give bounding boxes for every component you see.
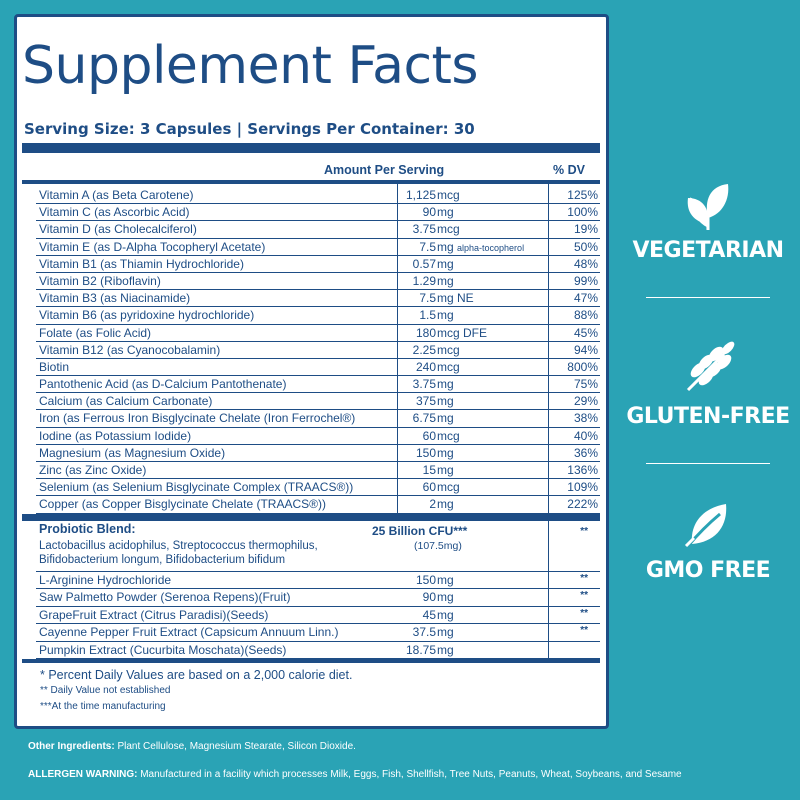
unit-text: mcg xyxy=(437,480,460,495)
nutrient-amount: 7.5 xyxy=(419,239,436,254)
nutrient-amount: 150 xyxy=(415,445,436,460)
nutrient-dv: 36% xyxy=(573,445,598,460)
nutrient-name: Vitamin E (as D-Alpha Tocopheryl Acetate) xyxy=(39,239,266,254)
column-divider xyxy=(397,184,398,514)
nutrient-amount: 1.29 xyxy=(412,273,436,288)
unit-text: mg xyxy=(437,256,454,271)
nutrient-name: Pantothenic Acid (as D-Calcium Pantothenate) xyxy=(39,377,287,392)
nutrient-unit xyxy=(437,257,454,271)
ingredient-unit: mg xyxy=(437,573,454,587)
ingredient-unit: mg xyxy=(437,607,454,622)
table-row xyxy=(36,376,600,393)
nutrient-dv: 40% xyxy=(573,428,598,443)
unit-text: mcg xyxy=(437,428,460,443)
nutrient-name: Selenium (as Selenium Bisglycinate Complex (TRAACS®)) xyxy=(39,480,354,495)
unit-text: mg xyxy=(437,239,454,254)
nutrient-unit xyxy=(437,308,454,322)
probiotic-blend-row xyxy=(36,522,600,572)
table-row xyxy=(36,393,600,410)
ingredient-amount: 90 xyxy=(422,590,436,605)
divider xyxy=(646,297,770,298)
nutrient-dv: 99% xyxy=(573,273,598,288)
nutrient-dv: 94% xyxy=(573,342,598,357)
wheat-icon xyxy=(680,340,736,396)
ingredient-name: L-Arginine Hydrochloride xyxy=(39,573,172,587)
nutrient-amount: 7.5 xyxy=(419,291,436,306)
nutrient-name: Iodine (as Potassium Iodide) xyxy=(39,428,192,443)
unit-text: mcg xyxy=(437,359,460,374)
nutrient-unit xyxy=(437,429,460,443)
other-ingredients xyxy=(28,740,788,754)
column-divider xyxy=(548,184,549,514)
nutrient-amount: 3.75 xyxy=(412,222,436,237)
nutrient-amount: 60 xyxy=(422,480,436,495)
nutrient-name: Biotin xyxy=(39,359,70,374)
ingredient-name: Pumpkin Extract (Cucurbita Moschata)(Seeds) xyxy=(39,642,287,657)
unit-text: mg xyxy=(437,463,454,477)
ingredient-dv: ** xyxy=(580,590,588,602)
table-row xyxy=(36,445,600,462)
divider xyxy=(22,514,600,521)
nutrient-dv: 45% xyxy=(573,325,598,340)
ingredient-unit: mg xyxy=(437,590,454,605)
not-established-footnote: ** Daily Value not established xyxy=(40,685,171,696)
table-row xyxy=(36,624,600,641)
unit-text: mg xyxy=(437,497,454,512)
unit-text: mg xyxy=(437,273,454,288)
unit-text: mg xyxy=(437,411,454,426)
ingredient-dv: ** xyxy=(580,625,588,637)
nutrient-dv: 50% xyxy=(573,239,598,254)
nutrient-amount: 6.75 xyxy=(412,411,436,426)
allergen-label: ALLERGEN WARNING: xyxy=(28,769,138,780)
nutrient-unit xyxy=(437,411,454,425)
nutrient-dv: 19% xyxy=(573,222,598,237)
nutrient-unit xyxy=(437,446,454,460)
probiotic-description: Lactobacillus acidophilus, Streptococcus thermophilus, Bifidobacterium longum, Bifidobacterium bifidum xyxy=(39,540,318,566)
probiotic-dv: ** xyxy=(580,526,588,537)
nutrient-amount: 2.25 xyxy=(412,342,436,357)
table-row xyxy=(36,187,600,204)
manufacturing-footnote: ***At the time manufacturing xyxy=(40,701,166,712)
badge-gluten-free xyxy=(624,340,792,429)
table-row xyxy=(36,496,600,513)
unit-text: mg NE xyxy=(437,291,474,306)
divider xyxy=(22,659,600,663)
nutrient-name: Vitamin B2 (Riboflavin) xyxy=(39,273,161,288)
ingredient-amount: 37.5 xyxy=(412,625,436,640)
ingredient-amount: 45 xyxy=(422,607,436,622)
table-row xyxy=(36,642,600,659)
unit-text: mcg DFE xyxy=(437,325,488,340)
badge-label: GLUTEN-FREE xyxy=(626,404,790,429)
table-row xyxy=(36,325,600,342)
unit-text: mg xyxy=(437,394,454,409)
ingredient-amount: 18.75 xyxy=(405,642,436,657)
nutrient-dv: 47% xyxy=(573,291,598,306)
nutrient-unit xyxy=(437,188,460,202)
nutrient-name: Vitamin B3 (as Niacinamide) xyxy=(39,291,191,306)
nutrient-amount: 3.75 xyxy=(412,377,436,392)
table-row xyxy=(36,290,600,307)
nutrient-unit xyxy=(437,205,454,219)
other-ingredients-table xyxy=(36,572,600,659)
nutrient-amount: 2 xyxy=(429,497,436,512)
nutrient-dv: 109% xyxy=(567,480,598,495)
nutrient-name: Vitamin D (as Cholecalciferol) xyxy=(39,222,197,237)
badge-label: GMO FREE xyxy=(645,558,771,583)
table-row xyxy=(36,221,600,238)
nutrient-dv: 800% xyxy=(567,359,598,374)
nutrient-amount: 1.5 xyxy=(419,308,436,323)
divider xyxy=(646,463,770,464)
nutrient-name: Vitamin A (as Beta Carotene) xyxy=(39,188,194,202)
badge-gmo-free xyxy=(624,500,792,583)
nutrient-name: Vitamin B6 (as pyridoxine hydrochloride) xyxy=(39,308,255,323)
nutrient-unit xyxy=(437,343,460,357)
ingredient-dv: ** xyxy=(580,573,588,584)
nutrient-unit xyxy=(437,463,454,477)
dv-header: % DV xyxy=(553,163,585,177)
table-row xyxy=(36,572,600,589)
probiotic-amount: 25 Billion CFU*** xyxy=(372,524,468,538)
unit-text: mg xyxy=(437,445,454,460)
table-row xyxy=(36,307,600,324)
nutrient-amount: 240 xyxy=(415,359,436,374)
nutrient-dv: 29% xyxy=(573,394,598,409)
dv-footnote: * Percent Daily Values are based on a 2,000 calorie diet. xyxy=(40,668,353,682)
table-row xyxy=(36,410,600,427)
table-row xyxy=(36,359,600,376)
table-row xyxy=(36,428,600,445)
column-divider xyxy=(548,521,549,659)
nutrient-amount: 180 xyxy=(415,325,436,340)
nutrient-unit xyxy=(437,291,474,305)
table-row xyxy=(36,607,600,624)
table-row xyxy=(36,239,600,256)
amount-header: Amount Per Serving xyxy=(324,163,445,177)
nutrient-unit xyxy=(437,326,487,340)
ingredient-name: Saw Palmetto Powder (Serenoa Repens)(Fruit) xyxy=(39,590,291,605)
allergen-warning xyxy=(28,768,788,782)
allergen-text: Manufactured in a facility which processes Milk, Eggs, Fish, Shellfish, Tree Nuts, Peanuts, Wheat, Soybeans, and Sesame xyxy=(137,769,682,780)
nutrient-dv: 222% xyxy=(567,497,598,512)
probiotic-heading: Probiotic Blend: xyxy=(39,522,136,536)
nutrient-unit xyxy=(437,274,454,288)
nutrient-dv: 88% xyxy=(573,308,598,323)
nutrient-name: Vitamin B1 (as Thiamin Hydrochloride) xyxy=(39,256,244,271)
nutrient-amount: 1,125 xyxy=(405,188,436,202)
unit-text: mg xyxy=(437,308,454,323)
ingredient-amount: 150 xyxy=(415,573,436,587)
nutrient-name: Calcium (as Calcium Carbonate) xyxy=(39,394,213,409)
nutrient-amount: 60 xyxy=(422,428,436,443)
unit-text: mg xyxy=(437,377,454,392)
table-row xyxy=(36,589,600,606)
leaf-icon xyxy=(680,500,736,548)
other-ingredients-label: Other Ingredients: xyxy=(28,741,115,752)
table-row xyxy=(36,479,600,496)
table-row xyxy=(36,273,600,290)
ingredient-dv: ** xyxy=(580,607,588,619)
nutrient-dv: 100% xyxy=(567,205,598,220)
nutrient-amount: 0.57 xyxy=(412,256,436,271)
divider xyxy=(22,180,600,184)
divider xyxy=(22,143,600,153)
unit-note: alpha-tocopherol xyxy=(457,242,525,253)
table-row xyxy=(36,462,600,479)
ingredient-name: Cayenne Pepper Fruit Extract (Capsicum Annuum Linn.) xyxy=(39,625,339,640)
leaves-icon xyxy=(680,180,736,232)
table-row xyxy=(36,204,600,221)
nutrient-table xyxy=(36,187,600,514)
nutrient-name: Folate (as Folic Acid) xyxy=(39,325,152,340)
nutrient-dv: 136% xyxy=(567,463,598,477)
nutrient-name: Vitamin B12 (as Cyanocobalamin) xyxy=(39,342,221,357)
nutrient-unit xyxy=(437,360,460,374)
page-title: Supplement Facts xyxy=(22,36,479,96)
nutrient-name: Iron (as Ferrous Iron Bisglycinate Chelate (Iron Ferrochel®) xyxy=(39,411,356,426)
ingredient-unit: mg xyxy=(437,642,454,657)
nutrient-unit xyxy=(437,240,524,254)
nutrient-unit xyxy=(437,497,454,511)
nutrient-dv: 38% xyxy=(573,411,598,426)
nutrient-name: Copper (as Copper Bisglycinate Chelate (TRAACS®)) xyxy=(39,497,326,512)
nutrient-amount: 90 xyxy=(422,205,436,220)
unit-text: mcg xyxy=(437,222,460,237)
unit-text: mcg xyxy=(437,342,460,357)
table-row xyxy=(36,256,600,273)
table-row xyxy=(36,342,600,359)
nutrient-name: Magnesium (as Magnesium Oxide) xyxy=(39,445,226,460)
nutrient-unit xyxy=(437,394,454,408)
ingredient-unit: mg xyxy=(437,625,454,640)
nutrient-unit xyxy=(437,222,460,236)
badge-label: VEGETARIAN xyxy=(632,238,784,263)
unit-text: mg xyxy=(437,205,454,220)
nutrient-amount: 375 xyxy=(415,394,436,409)
nutrient-unit xyxy=(437,480,460,494)
serving-info: Serving Size: 3 Capsules | Servings Per Container: 30 xyxy=(24,120,475,138)
nutrient-unit xyxy=(437,377,454,391)
ingredient-name: GrapeFruit Extract (Citrus Paradisi)(Seeds) xyxy=(39,607,269,622)
unit-text: mcg xyxy=(437,188,460,202)
nutrient-dv: 75% xyxy=(573,377,598,392)
other-ingredients-text: Plant Cellulose, Magnesium Stearate, Silicon Dioxide. xyxy=(114,741,356,752)
badge-vegetarian xyxy=(624,180,792,263)
nutrient-dv: 125% xyxy=(567,188,598,202)
nutrient-name: Zinc (as Zinc Oxide) xyxy=(39,463,147,477)
probiotic-weight: (107.5mg) xyxy=(414,540,462,552)
nutrient-amount: 15 xyxy=(422,463,436,477)
nutrient-dv: 48% xyxy=(573,256,598,271)
nutrient-name: Vitamin C (as Ascorbic Acid) xyxy=(39,205,190,220)
